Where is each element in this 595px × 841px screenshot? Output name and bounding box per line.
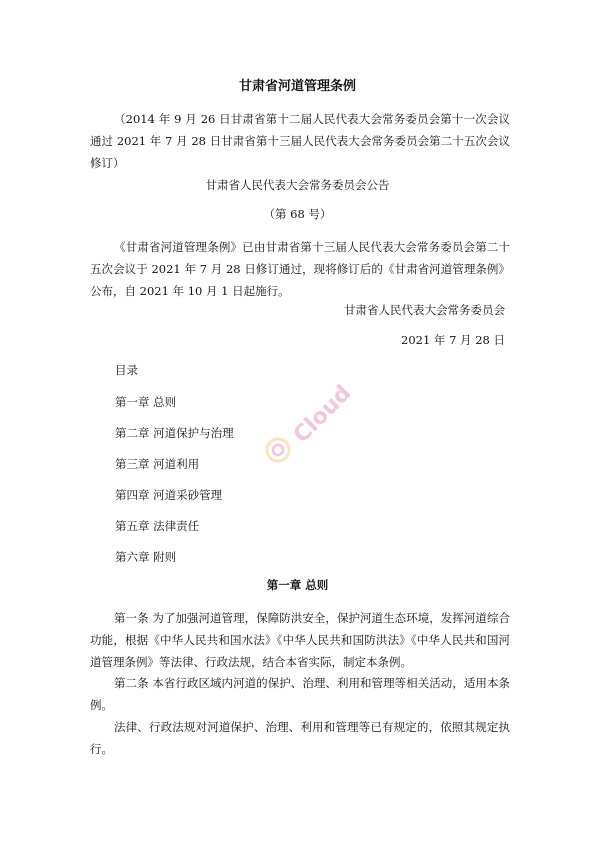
announcement-issuer: 甘肃省人民代表大会常务委员会	[344, 303, 505, 317]
cloud-watermark-logo	[258, 372, 358, 472]
document-title: 甘肃省河道管理条例	[238, 79, 356, 94]
article-2: 第二条 本省行政区域内河道的保护、治理、利用和管理等相关活动，适用本条例。	[90, 676, 510, 712]
chapter-heading: 第一章 总则	[266, 578, 329, 592]
announcement-body: 《甘肃省河道管理条例》已由甘肃省第十三届人民代表大会常务委员会第二十五次会议于 2021 年 7 月 28 日修订通过，现将修订后的《甘肃省河道管理条例》公布，自 2021 年 10 月 1 日起施行。	[90, 240, 510, 298]
toc-item: 第六章 附则	[115, 550, 177, 564]
toc-item: 第三章 河道利用	[115, 457, 200, 471]
watermark-text: Cloud	[288, 380, 357, 449]
article-2-paragraph-2: 法律、行政法规对河道保护、治理、利用和管理等已有规定的，依照其规定执行。	[90, 720, 510, 756]
article-1: 第一条 为了加强河道管理，保障防洪安全，保护河道生态环境，发挥河道综合功能，根据《中华人民共和国水法》《中华人民共和国防洪法》《中华人民共和国河道管理条例》等法律、行政法规，结合本省实际，制定本条例。	[90, 611, 510, 669]
announcement-date: 2021 年 7 月 28 日	[401, 333, 505, 347]
toc-item: 第四章 河道采砂管理	[115, 488, 223, 502]
toc-label: 目录	[115, 363, 138, 377]
toc-item: 第一章 总则	[115, 395, 177, 409]
enactment-note: （2014 年 9 月 26 日甘肃省第十二届人民代表大会常务委员会第十一次会议通过 2021 年 7 月 28 日甘肃省第十三届人民代表大会常务委员会第二十五次会议修订）	[90, 112, 510, 170]
toc-item: 第五章 法律责任	[115, 519, 200, 533]
toc-item: 第二章 河道保护与治理	[115, 426, 234, 440]
announcement-number: （第 68 号）	[263, 207, 332, 221]
announcement-heading: 甘肃省人民代表大会常务委员会公告	[205, 178, 390, 192]
